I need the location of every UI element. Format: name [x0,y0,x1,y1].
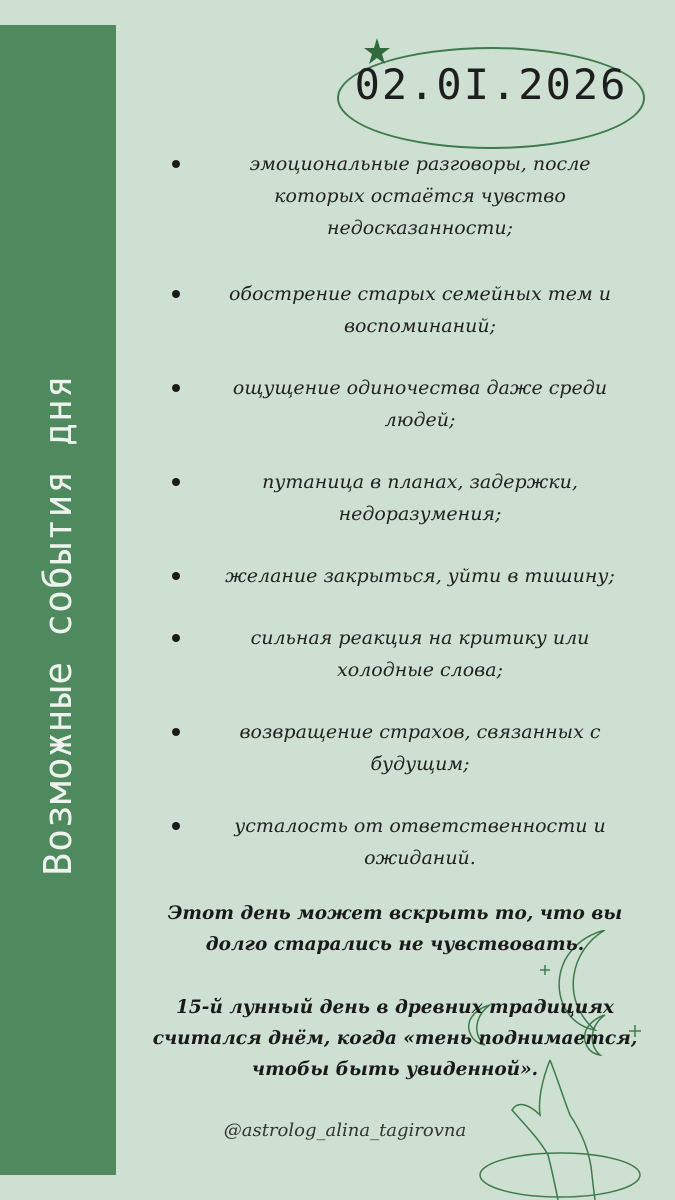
sidebar-panel [0,25,116,1175]
bullet-dot [172,290,180,298]
bullet-dot [172,822,180,830]
bullet-text: усталость от ответственности и ожиданий. [234,815,606,869]
sidebar-title: Возможные события дня [36,374,80,876]
bullet-dot [172,634,180,642]
bullet-text: желание закрыться, уйти в тишину; [225,565,615,587]
date-label: 02.0I.2026 [354,60,628,109]
bullet-text: возвращение страхов, связанных с будущим; [239,721,601,775]
bullet-dot [172,384,180,392]
bullet-text: обострение старых семейных тем и воспоминаний; [228,283,612,337]
sparkle-icon [540,965,550,975]
bullet-text: эмоциональные разговоры, после которых остаётся чувство недосказанности; [249,153,591,239]
bullet-dot [172,478,180,486]
bullet-dot [172,572,180,580]
bullet-dot [172,160,180,168]
summary-text-2: 15-й лунный день в древних традициях считался днём, когда «тень поднимается, чтобы быть увиденной». [152,997,638,1080]
bullet-text: ощущение одиночества даже среди людей; [232,377,608,431]
orbit-ring [480,1153,640,1197]
summary-text-1: Этот день может вскрыть то, что вы долго старались не чувствовать. [167,903,623,955]
bullet-text: сильная реакция на критику или холодные слова; [250,627,590,681]
bullet-text: путаница в планах, задержки, недоразумения; [262,471,578,525]
bullet-dot [172,728,180,736]
author-handle: @astrolog_alina_tagirovna [223,1120,467,1141]
